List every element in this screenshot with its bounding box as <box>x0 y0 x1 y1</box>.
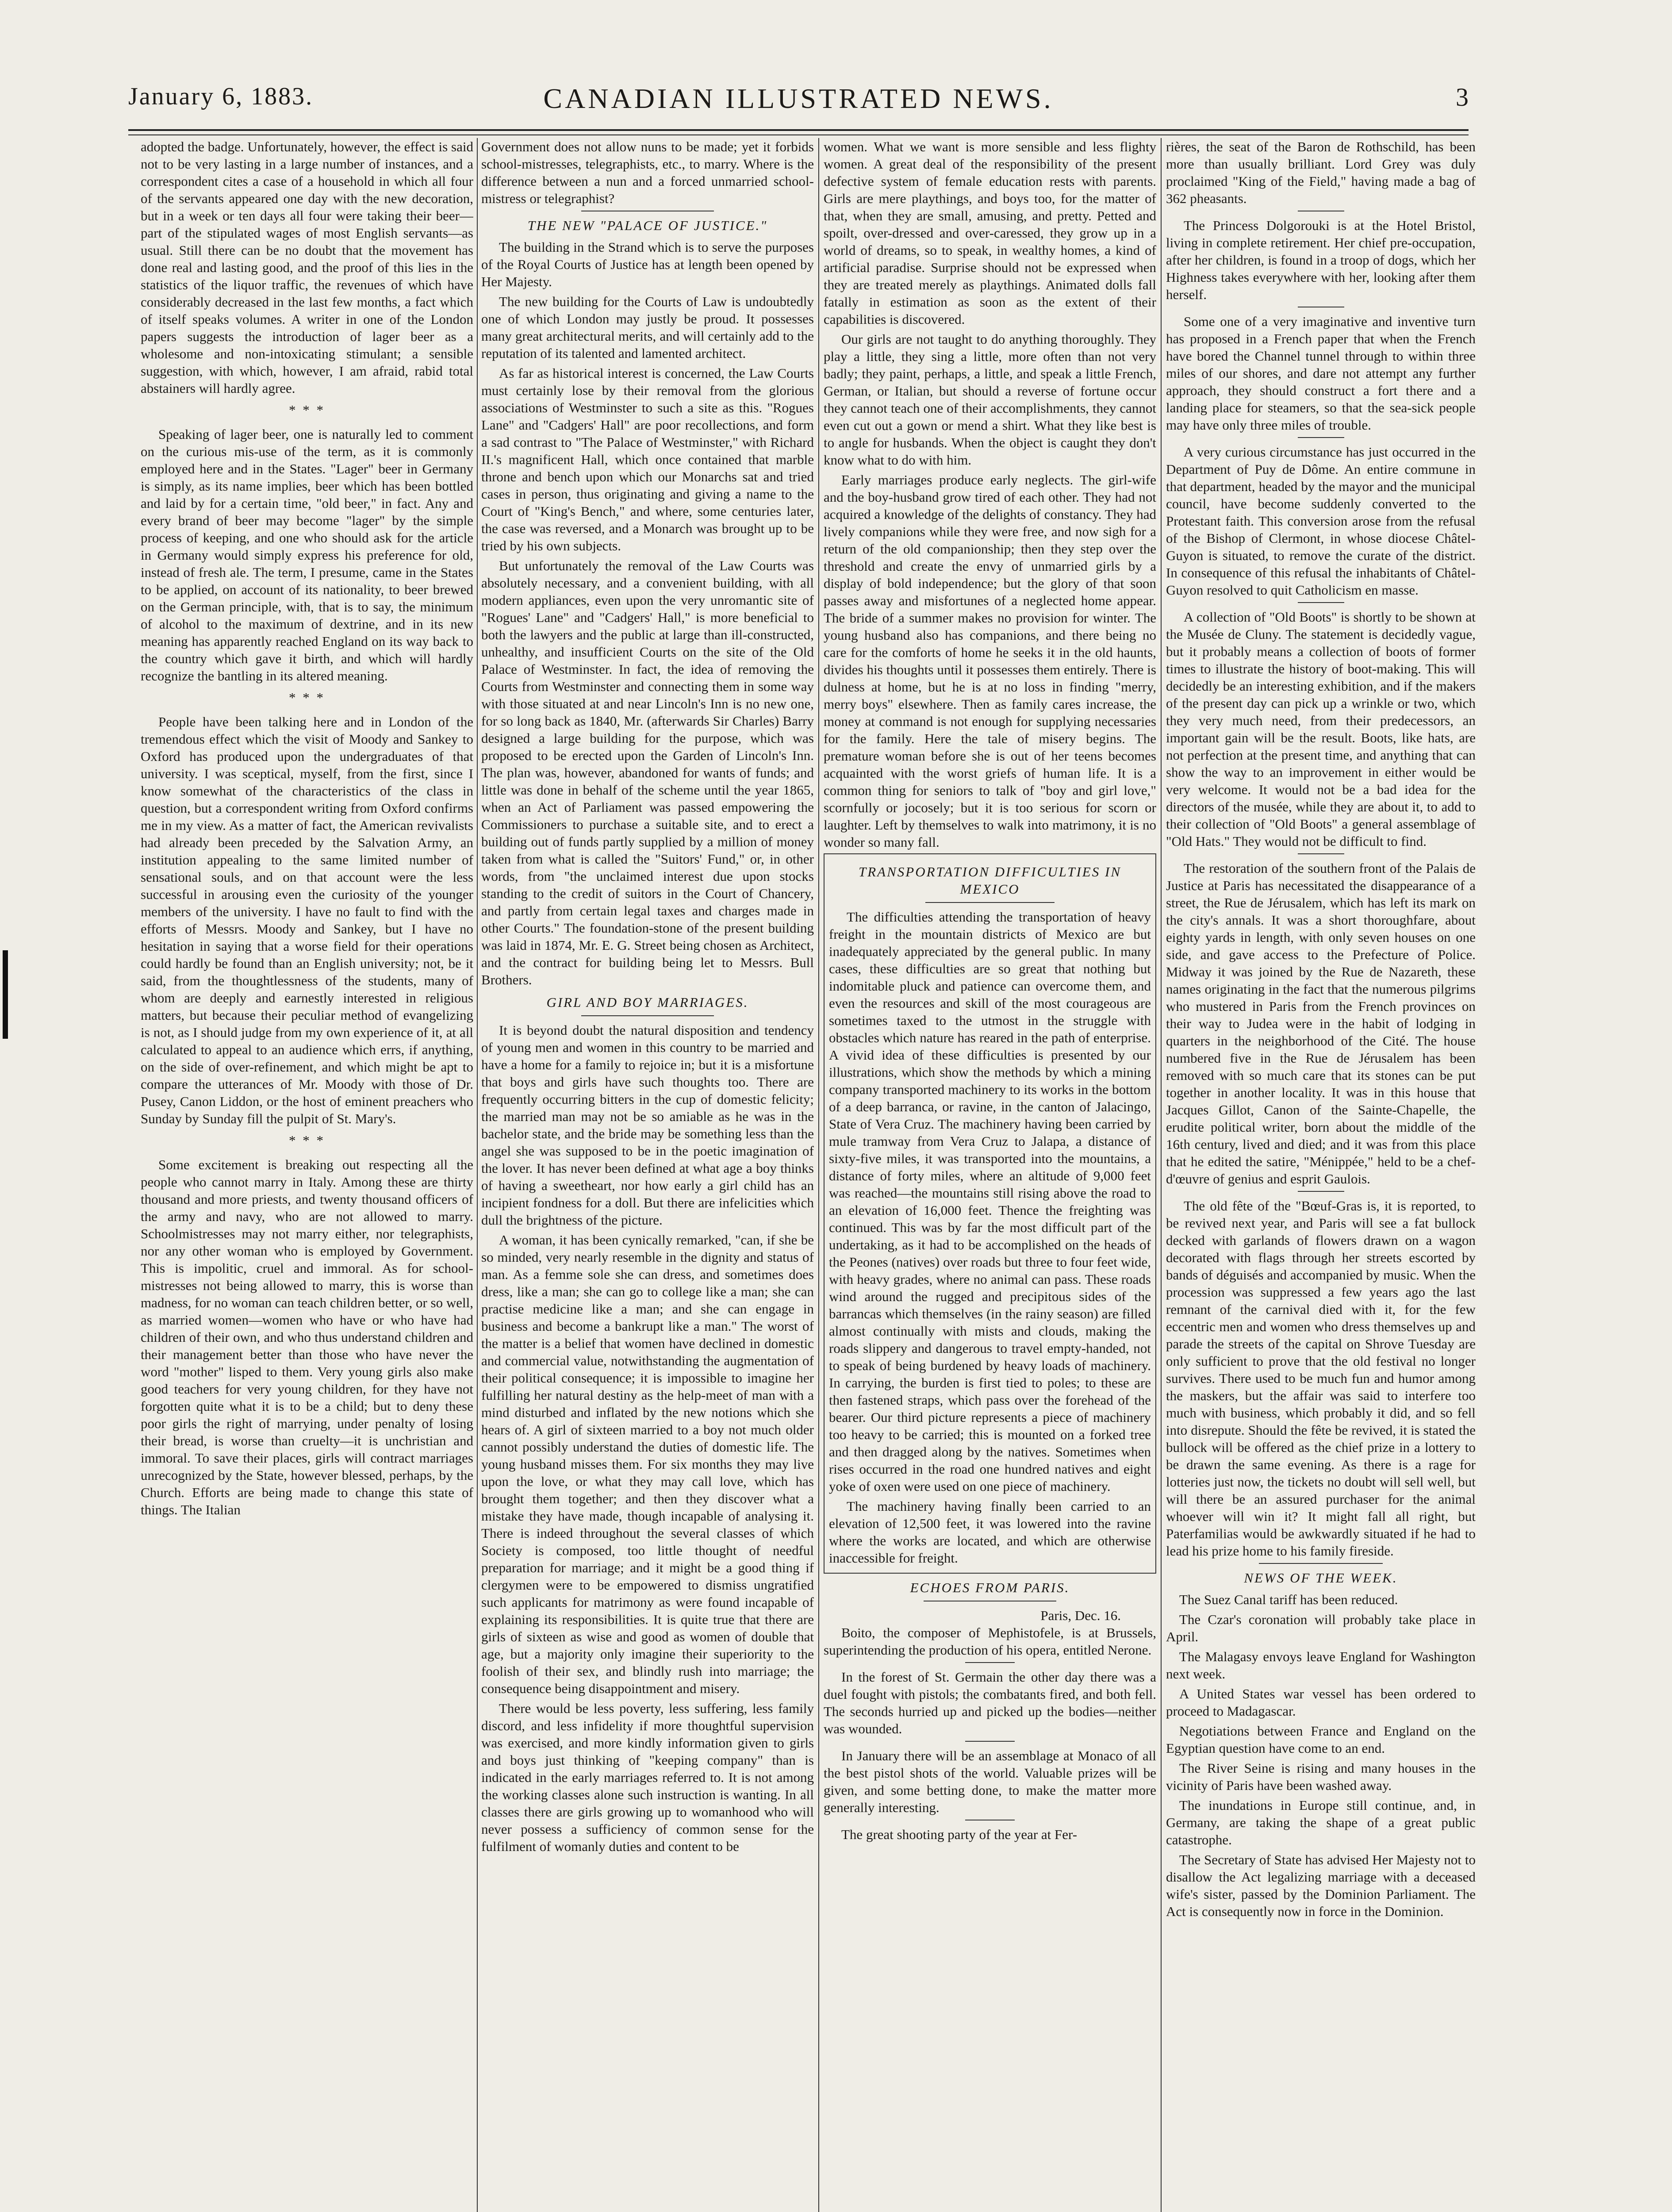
divider <box>1298 853 1344 854</box>
news-list <box>1166 1591 1476 1920</box>
column-1 <box>141 138 473 2212</box>
article-heading: GIRL AND BOY MARRIAGES. <box>546 995 749 1010</box>
paragraph: It is beyond doubt the natural disposition and tendency of young men and women in this country to be married and have a home for a family to rejoice in; but it is a misfortune that boys and girls have such thoughts too. There are frequently occurring bitters in the cup of domestic felicity; the married man may not be so amiable as he was in the bachelor state, and the bride may be something less than the angel she was supposed to be in the poetic imagination of the lover. It has never been defined at what age a boy thinks of having a sweetheart, nor how early a girl child has an incipient fondness for a doll. But there are infelicities which dull the brightness of the picture. <box>481 1022 814 1228</box>
paragraph: As far as historical interest is concerned, the Law Courts must certainly lose by their removal from the glorious associations of Westminster to such a site as this. "Rogues Lane" and "Cadgers' Hall" are poor recollections, and form a sad contrast to "The Palace of Westminster," with Richard II.'s magnificent Hall, which once contained that marble throne and bench upon which our Monarchs sat and tried cases in person, thus originating and giving a name to the Court of "King's Bench," and where, some centuries later, the case was reversed, and a Monarch was brought up to be tried by his own subjects. <box>481 365 814 553</box>
column-3 <box>824 138 1156 2212</box>
paragraph: women. What we want is more sensible and less flighty women. A great deal of the responsibility of the present defective system of female education rests with parents. Girls are mere playthings, and boys too, for the matter of that, when they are small, amusing, and pretty. Petted and spoilt, over-dressed and over-caressed, they grow up in a world of dreams, so to speak, in wealthy homes, a kind of artificial paradise. Surprise should not be expressed when they are treated merely as playthings. Animated dolls fall fatally in estimation as soon as the extent of their capabilities is discovered. <box>824 139 1156 327</box>
dateline: Paris, Dec. 16. <box>1040 1608 1121 1623</box>
divider <box>965 1662 1015 1663</box>
paragraph: People have been talking here and in London of the tremendous effect which the visit of Moody and Sankey to Oxford has produced upon the undergraduates of that university. I was sceptical, myself, from the first, since I know somewhat of the characteristics of the class in question, but a correspondent writing from Oxford confirms me in my view. As a matter of fact, the American revivalists had already been preceded by the Salvation Army, an institution appealing to the same limited number of sensational souls, and on that account were the less successful in arousing even the curiosity of the younger members of the university. I have no fault to find with the efforts of Messrs. Moody and Sankey, but I have no hesitation in saying that a worse field for their operations could hardly be found than an English university; not, be it said, from the thoughtlessness of the students, many of whom are deeply and earnestly interested in religious matters, but because their peculiar method of evangelizing is not, as I should judge from my own experience of it, at all calculated to appeal to an audience which errs, if anything, on the side of over-refinement, and which might be apt to compare the utterances of Mr. Moody with those of Dr. Pusey, Canon Liddon, or the host of eminent preachers who Sunday by Sunday fill the pulpit of St. Mary's. <box>141 714 473 1126</box>
divider <box>1259 1563 1383 1564</box>
column-divider <box>1161 138 1162 2212</box>
news-item: The Secretary of State has advised Her Majesty not to disallow the Act legalizing marriage with a deceased wife's sister, passed by the Dominion Parliament. The Act is consequently now in force in the Dominion. <box>1166 1852 1476 1919</box>
divider <box>581 1015 714 1016</box>
paragraph: The restoration of the southern front of the Palais de Justice at Paris has necessitated the disappearance of a street, the Rue de Jérusalem, which has left its mark on the city's annals. It was a short thoroughfare, about eighty yards in length, with only seven houses on one side, and gave access to the Prefecture of Police. Midway it was joined by the Rue de Nazareth, these names originating in the fact that the numerous pilgrims who mustered in Paris from the French provinces on their way to Judea were in the habit of lodging in quarters in the neighborhood of the Cité. The house numbered five in the Rue de Jérusalem has been removed with so much care that its stones can be put together in another locality. It was in this house that Jacques Gillot, Canon of the Sainte-Chapelle, the erudite political writer, born about the middle of the 16th century, lived and died; and it was from this place that he edited the satire, "Ménippée," held to be a chef-d'œuvre of genius and esprit Gaulois. <box>1166 860 1476 1187</box>
paragraph: The old fête of the "Bœuf-Gras is, it is reported, to be revived next year, and Paris will see a fat bullock decked with garlands of flowers drawn on a wagon decorated with flags through her streets escorted by bands of déguisés and accompanied by music. When the procession was suppressed a few years ago the last remnant of the carnival died with it, for the few eccentric men and women who dress themselves up and parade the streets of the capital on Shrove Tuesday are only sufficient to prove that the old festival no longer survives. There used to be much fun and humor among the maskers, but the affair was said to interfere too much with business, which probably it did, and so fell into disrepute. Should the fête be revived, it is stated the bullock will be offered as the chief prize in a lottery to be drawn the same evening. As there is a rage for lotteries just now, the tickets no doubt will sell well, but will there be an assured purchaser for the animal whoever will win it? It might fall all right, but Paterfamilias would be awkwardly situated if he had to lead his prize home to his family fireside. <box>1166 1198 1476 1559</box>
article-heading: NEWS OF THE WEEK. <box>1244 1570 1398 1586</box>
divider <box>965 1741 1015 1742</box>
paragraph: A woman, it has been cynically remarked, "can, if she be so minded, very nearly resemble in the dignity and status of man. As a femme sole she can dress, and sometimes does dress, like a man; she can go to college like a man; she can practise medicine like a man; and she can engage in business and become a bankrupt like a man." The worst of the matter is a belief that women have declined in domestic and commercial value, notwithstanding the augmentation of their political consequence; it is impossible to imagine her fulfilling her natural destiny as the help-meet of man with a mind disturbed and inflated by the new notions which she hears of. A girl of sixteen married to a boy not much older cannot possibly understand the duties of domestic life. The young husband misses them. For six months they may live upon the love, or what they may call love, which has brought them together; and then they discover what a mistake they have made, though incapable of analysing it. There is indeed throughout the several classes of which Society is composed, too little thought of needful preparation for marriage; and it might be a good thing if clergymen were to be empowered to dismiss ungratified such applicants for matrimony as were found incapable of explaining its responsibilities. It is quite true that there are girls of sixteen as wise and good as women of double that age, but a majority only imagine their superiority to the foolish of their sex, and blindly rush into marriage; the consequence being disappointment and misery. <box>481 1232 814 1696</box>
section-ornament: * * * <box>289 1133 325 1148</box>
paragraph: There would be less poverty, less suffering, less family discord, and less infidelity if more thoughtful supervision was exercised, and more kindly information given to girls and boys just thinking of "keeping company" than is indicated in the early marriages referred to. It is not among the working classes alone such instruction is wanting. In all classes there are girls growing up to womanhood who will never possess a sufficiency of common sense for the fulfilment of womanly duties and content to be <box>481 1701 814 1854</box>
divider <box>1298 1191 1344 1192</box>
paragraph: The new building for the Courts of Law is undoubtedly one of which London may justly be proud. It possesses many great architectural merits, and will certainly add to the reputation of its talented and lamented architect. <box>481 294 814 361</box>
paragraph: rières, the seat of the Baron de Rothschild, has been more than usually brilliant. Lord Grey was duly proclaimed "King of the Field," having made a bag of 362 pheasants. <box>1166 139 1476 206</box>
paragraph: The Princess Dolgorouki is at the Hotel Bristol, living in complete retirement. Her chief pre-occupation, after her children, is found in a troop of dogs, which her Highness takes everywhere with her, looking after them herself. <box>1166 218 1476 302</box>
paragraph: A collection of "Old Boots" is shortly to be shown at the Musée de Cluny. The statement is decidedly vague, but it probably means a collection of boots of former times to illustrate the history of boot-making. This will decidedly be an interesting exhibition, and if the makers of the present day can pick up a wrinkle or two, which they very much need, from their predecessors, an important gain will be the result. Boots, like hats, are not perfection at the present time, and anything that can show the way to an improvement in either would be very welcome. It would not be a bad idea for the directors of the musée, while they are about it, to add to their collection of "Old Boots" a general assemblage of "Old Hats." They would not be difficult to find. <box>1166 609 1476 849</box>
paragraph: Early marriages produce early neglects. The girl-wife and the boy-husband grow tired of each other. They had not acquired a knowledge of the delights of constancy. They had lively companions while they were free, and now sigh for a return of the old companionship; then they step over the threshold and create the envy of unmarried girls by a display of bold independence; but the glory of that soon passes away and misfortunes of a neglected home appear. The bride of a summer makes no provision for winter. The young husband also has companions, and there being no care for the comforts of home he seeks it in the old haunts, divides his thoughts until it possesses them entirely. There is dulness at home, but he is at no loss in finding "merry, merry boys" elsewhere. Then as family cares increase, the money at command is not enough for supplying necessaries for the family. Here the tale of misery begins. The premature woman before she is out of her teens becomes acquainted with the worst griefs of human life. It is a common thing for seniors to talk of "boy and girl love," scornfully or jocosely; but it is too serious for scorn or laughter. Left by themselves to walk into matrimony, it is no wonder so many fall. <box>824 472 1156 850</box>
article-box <box>824 853 1156 1574</box>
paragraph: Our girls are not taught to do anything thoroughly. They play a little, they sing a little, more often than not very badly; they paint, perhaps, a little, and speak a little French, German, or Italian, but should a reverse of fortune occur they cannot teach one of their accomplishments, they cannot even cut out a gown or mend a shirt. What they like best is to angle for husbands. When the object is caught they don't know what to do with him. <box>824 331 1156 468</box>
column-2 <box>481 138 814 2212</box>
paragraph: In the forest of St. Germain the other day there was a duel fought with pistols; the combatants fired, and both fell. The seconds hurried up and picked up the bodies—neither was wounded. <box>824 1669 1156 1736</box>
news-item: The inundations in Europe still continue, and, in Germany, are taking the shape of a great public catastrophe. <box>1166 1797 1476 1847</box>
binding-mark <box>3 950 8 1039</box>
paragraph: Government does not allow nuns to be made; yet it forbids school-mistresses, telegraphists, etc., to marry. Where is the difference between a nun and a forced unmarried school-mistress or telegraphist? <box>481 139 814 206</box>
paragraph: Some excitement is breaking out respecting all the people who cannot marry in Italy. Among these are thirty thousand and more priests, and twenty thousand officers of the army and navy, who are not allowed to marry. Schoolmistresses may not marry either, nor telegraphists, nor any other woman who is employed by Government. This is impolitic, cruel and immoral. As for school-mistresses not being allowed to marry, this is worse than madness, for no woman can teach children better, or so well, as married women—women who have or who have had children of their own, and who thus understand children and their management better than those who have never the word "mother" lisped to them. Very young girls also make good teachers for very young children, for they have not forgotten quite what it is to be a child; but to deny these poor girls the right of marrying, under penalty of losing their bread, is worse than cruelty—it is unchristian and immoral. To save their places, girls will contract marriages unrecognized by the State, however blessed, perhaps, by the Church. Efforts are being made to change this state of things. The Italian <box>141 1157 473 1517</box>
article-heading: TRANSPORTATION DIFFICULTIES IN MEXICO <box>859 864 1121 897</box>
paragraph: Boito, the composer of Mephistofele, is at Brussels, superintending the production of his opera, entitled Nerone. <box>824 1625 1156 1658</box>
news-item: The River Seine is rising and many houses in the vicinity of Paris have been washed away. <box>1166 1760 1476 1793</box>
article-heading: THE NEW "PALACE OF JUSTICE." <box>527 218 768 233</box>
paragraph: Speaking of lager beer, one is naturally led to comment on the curious mis-use of the term, as it is commonly employed here and in the States. "Lager" beer in Germany is simply, as its name implies, beer which has been bottled and laid by for a certain time, "old beer," in fact. Any and every brand of beer may become "lager" by the simple process of keeping, and one who should ask for the article in Germany would simply express his preference for old, instead of fresh ale. The term, I presume, came in the States to be applied, on account of its nationality, to beer brewed on the German principle, with, that is to say, the minimum of alcohol to the maximum of dextrine, and in its new meaning has apparently reached England on its way back to the country which gave it birth, and which will hardly recognize the bantling in its altered meaning. <box>141 426 473 684</box>
article-heading: ECHOES FROM PARIS. <box>910 1580 1070 1595</box>
header-rule <box>128 129 1469 135</box>
news-item: Negotiations between France and England on the Egyptian question have come to an end. <box>1166 1723 1476 1756</box>
section-ornament: * * * <box>289 690 325 705</box>
divider <box>1298 437 1344 438</box>
paragraph: The building in the Strand which is to serve the purposes of the Royal Courts of Justice has at length been opened by Her Majesty. <box>481 239 814 289</box>
paragraph: adopted the badge. Unfortunately, however, the effect is said not to be very lasting in a large number of instances, and a correspondent cites a case of a household in which all four of the servants appeared one day with the new decoration, but in a week or ten days all four were taking their beer—part of the stipulated wages of most English servants—as usual. Still there can be no doubt that the movement has done real and lasting good, and the proof of this lies in the statistics of the liquor traffic, the revenues of which have considerably decreased in the last few months, a fact which of itself speaks volumes. A writer in one of the London papers suggests the introduction of lager beer as a wholesome and non-intoxicating stimulant; a sensible suggestion, with which, however, I am afraid, rabid total abstainers will hardly agree. <box>141 139 473 396</box>
news-item: A United States war vessel has been ordered to proceed to Madagascar. <box>1166 1686 1476 1719</box>
issue-date: January 6, 1883. <box>128 83 314 110</box>
paragraph: A very curious circumstance has just occurred in the Department of Puy de Dôme. An entire commune in that department, headed by the mayor and the municipal council, have become suddenly converted to the Protestant faith. This conversion arose from the refusal of the Bishop of Clermont, in whose diocese Châtel-Guyon is situated, to remove the curate of the district. In consequence of this refusal the inhabitants of Châtel-Guyon resolved to quit Catholicism en masse. <box>1166 444 1476 598</box>
page-header <box>128 82 1469 118</box>
paragraph: The great shooting party of the year at Fer- <box>841 1827 1078 1842</box>
section-ornament: * * * <box>289 402 325 418</box>
column-divider <box>818 138 819 2212</box>
paragraph: The difficulties attending the transportation of heavy freight in the mountain districts of Mexico are but inadequately appreciated by the general public. In many cases, these difficulties are so great that nothing but indomitable pluck and patience can overcome them, and even the resources and skill of the most courageous are sometimes taxed to the utmost in the struggle with obstacles which nature has reared in the path of enterprise. A vivid idea of these difficulties is presented by our illustrations, which show the methods by which a mining company transported machinery to its works in the bottom of a deep barranca, or ravine, in the canton of Jalacingo, State of Vera Cruz. The machinery having been carried by mule tramway from Vera Cruz to Jalapa, a distance of sixty-five miles, it was transported into the mountains, a distance of forty miles, where an altitude of 9,000 feet was reached—the mountains still rising above the road to an elevation of 16,000 feet. Thence the freighting was continued. This was by far the most difficult part of the undertaking, as it had to be accomplished on the heads of the Peones (natives) over roads but three to four feet wide, with heavy grades, where no animal can pass. These roads wind around the rugged and precipitous sides of the barrancas which themselves (in the rainy season) are filled almost continually with mists and clouds, making the roads slippery and dangerous to travel empty-handed, not to speak of being burdened by heavy loads of machinery. In carrying, the burden is first tied to poles; to these are then fastened straps, which pass over the forehead of the bearer. Our third picture represents a piece of machinery too heavy to be carried; this is mounted on a forked tree and then dragged along by the natives. Sometimes when rises occurred in the road one hundred natives and eight yoke of oxen were used on one piece of machinery. <box>829 909 1151 1494</box>
newspaper-title: CANADIAN ILLUSTRATED NEWS. <box>543 83 1054 114</box>
column-divider <box>477 138 478 2212</box>
paragraph: But unfortunately the removal of the Law Courts was absolutely necessary, and a convenient building, with all modern appliances, even upon the very unromantic site of "Rogues' Lane" and "Cadgers' Hall," is more beneficial to both the lawyers and the public at large than ill-constructed, unhealthy, and insufficient Courts on the site of the Old Palace of Westminster. In fact, the idea of removing the Courts from Westminster and connecting them in some way with those situated at and near Lincoln's Inn is no new one, for so long back as 1840, Mr. (afterwards Sir Charles) Barry designed a large building for the purpose, which was proposed to be erected upon the Garden of Lincoln's Inn. The plan was, however, abandoned for wants of funds; and little was done in behalf of the scheme until the year 1865, when an Act of Parliament was passed empowering the Commissioners to purchase a suitable site, and to erect a building out of funds partly supplied by a million of money taken from what is called the "Suitors' Fund," or, in other words, from "the unclaimed interest due upon stocks standing to the credit of suitors in the Court of Chancery, and partly from certain legal taxes and charges made in other Courts." The foundation-stone of the present building was laid in 1874, Mr. E. G. Street being chosen as Architect, and the contract for building being let to Messrs. Bull Brothers. <box>481 558 814 987</box>
news-item: The Malagasy envoys leave England for Washington next week. <box>1166 1649 1476 1682</box>
page-number: 3 <box>1456 83 1469 111</box>
divider <box>1298 602 1344 603</box>
news-item: The Suez Canal tariff has been reduced. <box>1179 1592 1398 1607</box>
divider <box>925 902 1054 903</box>
paragraph: The machinery having finally been carried to an elevation of 12,500 feet, it was lowered into the ravine where the works are located, and which are otherwise inaccessible for freight. <box>829 1498 1151 1566</box>
news-item: The Czar's coronation will probably take place in April. <box>1166 1612 1476 1644</box>
paragraph: In January there will be an assemblage at Monaco of all the best pistol shots of the world. Valuable prizes will be given, and some betting done, to make the matter more generally interesting. <box>824 1748 1156 1815</box>
column-4 <box>1166 138 1476 2212</box>
paragraph: Some one of a very imaginative and inventive turn has proposed in a French paper that when the French have bored the Channel tunnel through to within three miles of our shores, and dare not attempt any further approach, they should construct a fort there and a landing place for steamers, so that the sea-sick people may have only three miles of trouble. <box>1166 314 1476 433</box>
